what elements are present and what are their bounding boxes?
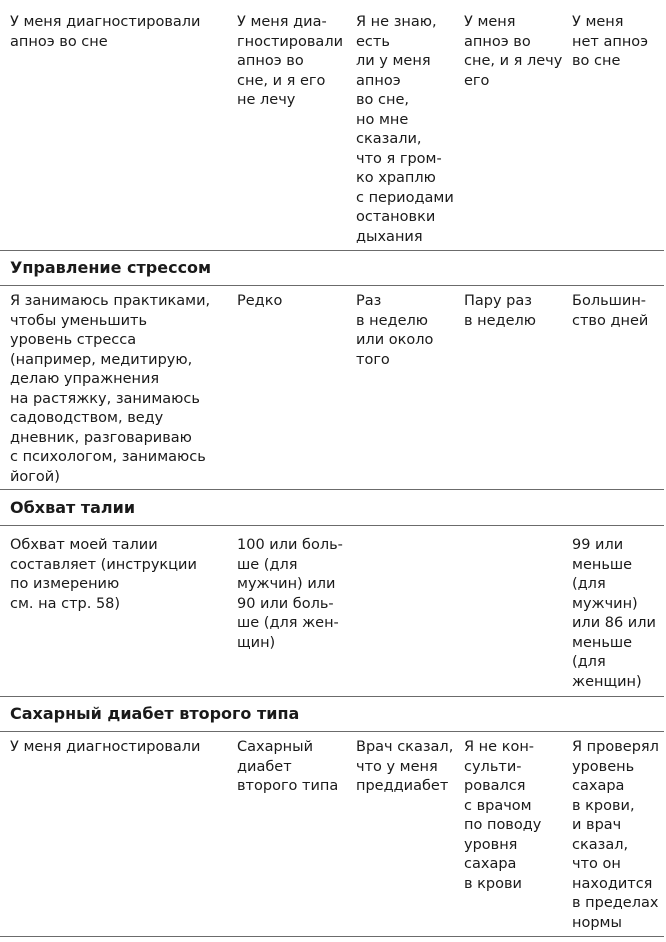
answer-option-3: У меня апноэ во сне, и я лечу его — [464, 14, 563, 89]
answer-option-2: Врач сказал, что у меня преддиабет — [356, 739, 454, 794]
row-divider — [0, 936, 664, 937]
row-divider — [0, 250, 664, 251]
row-divider — [0, 696, 664, 697]
row-question: Я занимаюсь практиками, чтобы уменьшить уровень стресса (например, медитирую, делаю упражнения на растяжку, занимаюсь садоводством, веду дневник, разговариваю с психологом, занимаюсь йогой) — [10, 293, 211, 485]
row-question: У меня диагностировали апноэ во сне — [10, 14, 201, 50]
answer-option-1: Редко — [237, 293, 283, 309]
section-divider — [0, 285, 664, 286]
row-question: У меня диагностировали — [10, 739, 201, 755]
answer-option-2: Раз в неделю или около того — [356, 293, 434, 368]
answer-option-4: 99 или меньше (для мужчин) или 86 или меньше (для женщин) — [572, 537, 656, 690]
answer-option-4: У меня нет апноэ во сне — [572, 14, 649, 69]
section-divider — [0, 525, 664, 526]
section-divider — [0, 731, 664, 732]
answer-option-3: Пару раз в неделю — [464, 293, 536, 329]
answer-option-1: Сахарный диабет второго типа — [237, 739, 339, 794]
answer-option-4: Большин- ство дней — [572, 293, 649, 329]
answer-option-1: 100 или боль- ше (для мужчин) или 90 или боль- ше (для жен- щин) — [237, 537, 343, 651]
row-divider — [0, 489, 664, 490]
answer-option-4: Я проверял уровень сахара в крови, и врач сказал, что он находится в пределах нормы — [572, 739, 659, 931]
section-title-waist: Обхват талии — [10, 498, 136, 517]
answer-option-3: Я не кон- сульти- ровался с врачом по поводу уровня сахара в крови — [464, 739, 542, 892]
answer-option-2: Я не знаю, есть ли у меня апноэ во сне, но мне сказали, что я гром- ко храплю с периодами остановки дыхания — [356, 14, 454, 245]
answer-option-1: У меня диа- гностировали апноэ во сне, и я его не лечу — [237, 14, 344, 108]
section-title-stress: Управление стрессом — [10, 258, 212, 277]
row-question: Обхват моей талии составляет (инструкции по измерению см. на стр. 58) — [10, 537, 197, 612]
section-title-diabetes: Сахарный диабет второго типа — [10, 704, 300, 723]
